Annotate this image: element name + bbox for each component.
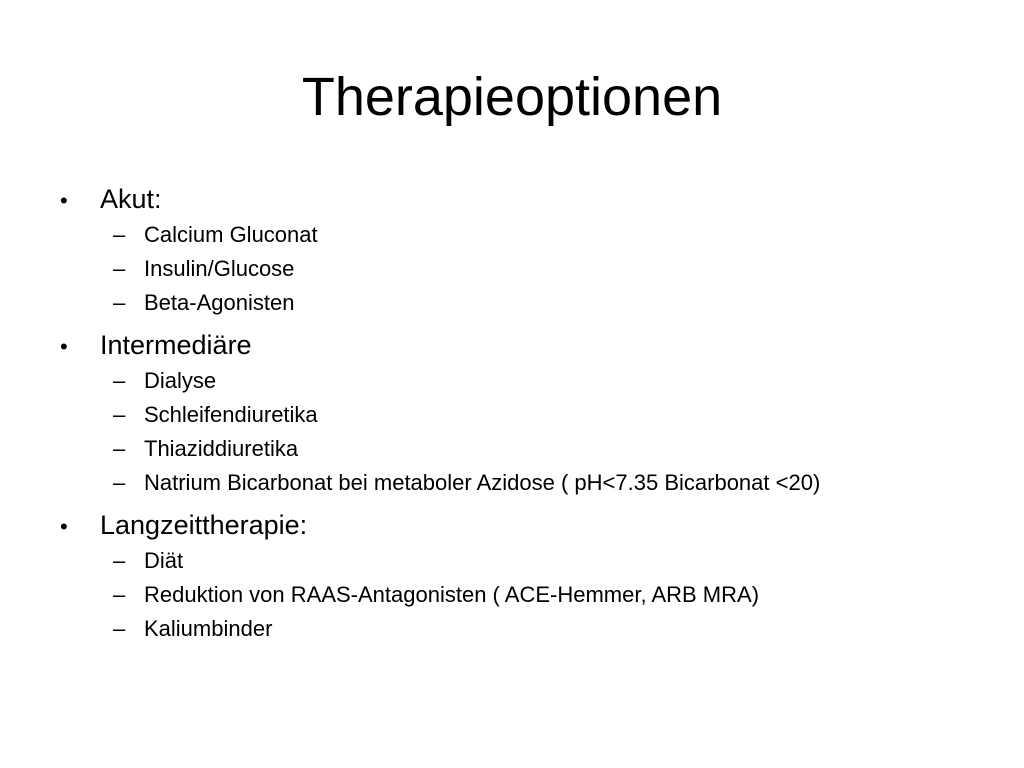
sub-list — [60, 364, 990, 500]
section-heading — [60, 326, 990, 364]
section-heading-text: Langzeittherapie: — [100, 510, 308, 540]
section-heading-text: Akut: — [100, 184, 162, 214]
list-item-text: Natrium Bicarbonat bei metaboler Azidose ( pH<7.35 Bicarbonat <20) — [144, 470, 821, 495]
list-item — [60, 364, 990, 398]
dash-icon: – — [113, 222, 126, 247]
dash-icon: – — [113, 436, 126, 461]
section-akut — [60, 180, 990, 320]
list-item — [60, 544, 990, 578]
list-item-text: Thiaziddiuretika — [144, 436, 299, 461]
bullet-icon: • — [60, 334, 68, 359]
section-heading — [60, 180, 990, 218]
bullet-list — [60, 180, 990, 652]
list-item — [60, 218, 990, 252]
list-item-text: Insulin/Glucose — [144, 256, 295, 281]
list-item — [60, 252, 990, 286]
list-item-text: Schleifendiuretika — [144, 402, 318, 427]
dash-icon: – — [113, 548, 126, 573]
section-heading — [60, 506, 990, 544]
bullet-icon: • — [60, 188, 68, 213]
section-langzeittherapie — [60, 506, 990, 646]
slide-title: Therapieoptionen — [301, 67, 723, 127]
dash-icon: – — [113, 368, 126, 393]
list-item-text: Kaliumbinder — [144, 616, 273, 641]
sub-list — [60, 544, 990, 646]
section-heading-text: Intermediäre — [100, 330, 252, 360]
dash-icon: – — [113, 470, 126, 495]
list-item — [60, 398, 990, 432]
list-item — [60, 578, 990, 612]
dash-icon: – — [113, 616, 126, 641]
dash-icon: – — [113, 290, 126, 315]
section-intermediaere — [60, 326, 990, 500]
list-item-text: Dialyse — [144, 368, 217, 393]
list-item-text: Reduktion von RAAS-Antagonisten ( ACE-Hemmer, ARB MRA) — [144, 582, 760, 607]
list-item-text: Beta-Agonisten — [144, 290, 295, 315]
dash-icon: – — [113, 402, 126, 427]
list-item-text: Diät — [144, 548, 184, 573]
sub-list — [60, 218, 990, 320]
list-item — [60, 466, 990, 500]
bullet-icon: • — [60, 514, 68, 539]
list-item-text: Calcium Gluconat — [144, 222, 318, 247]
dash-icon: – — [113, 256, 126, 281]
list-item — [60, 612, 990, 646]
list-item — [60, 286, 990, 320]
list-item — [60, 432, 990, 466]
dash-icon: – — [113, 582, 126, 607]
